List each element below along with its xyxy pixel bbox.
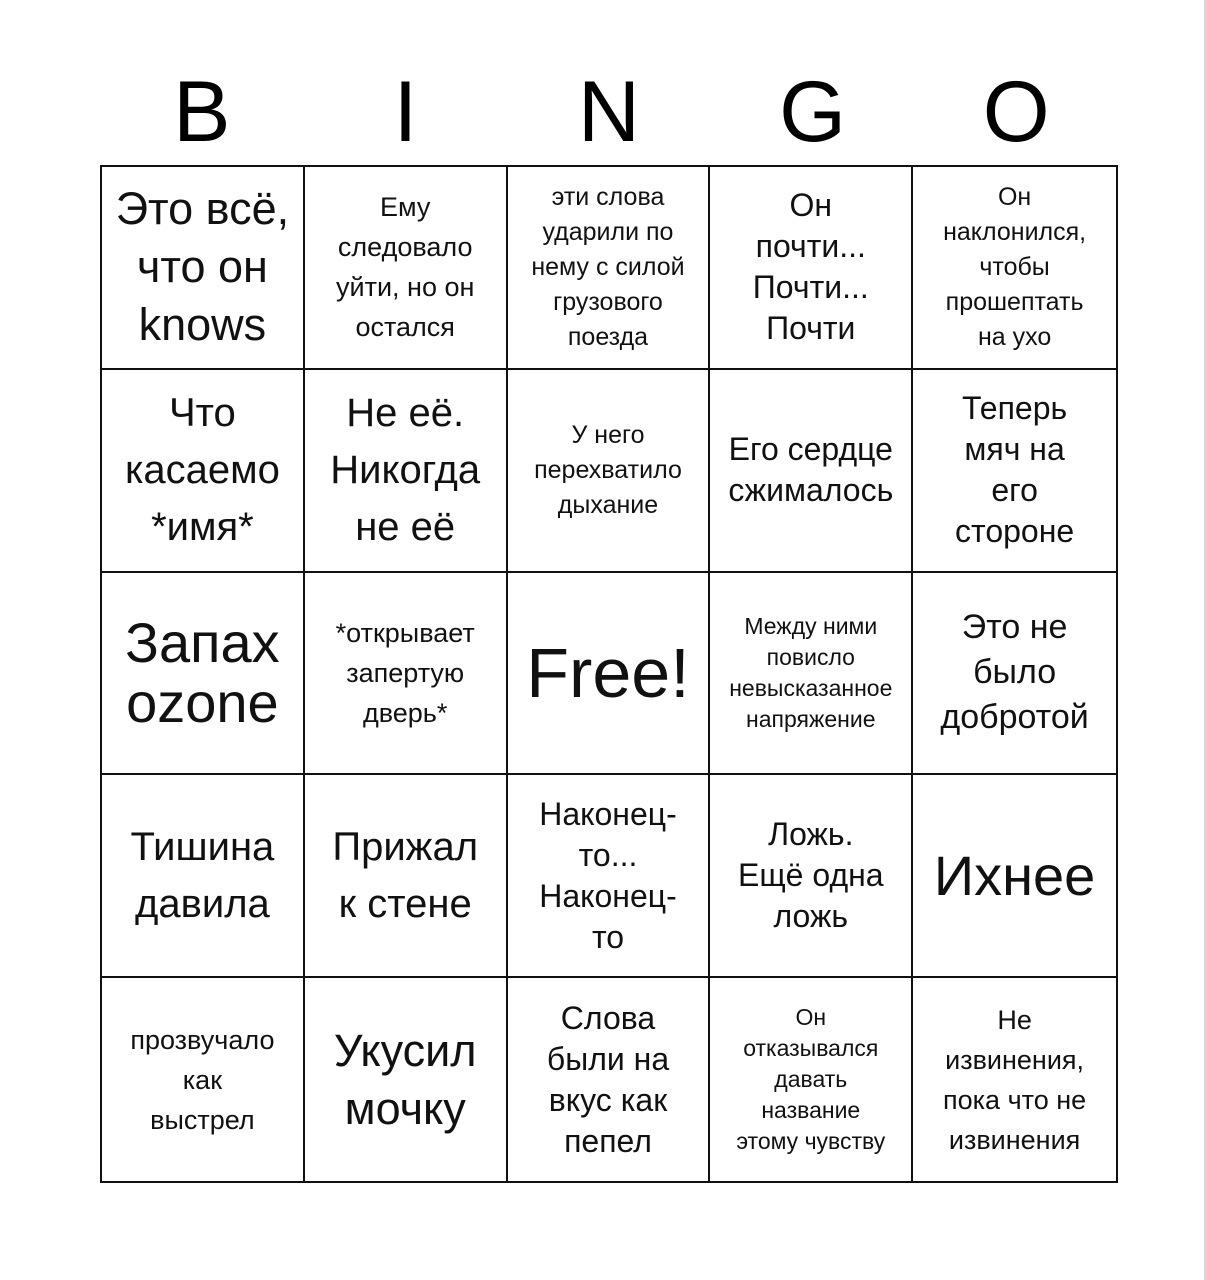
bingo-cell-r2-c4[interactable]: [710, 370, 913, 573]
cell-label: Он почти... Почти... Почти: [752, 187, 869, 347]
bingo-cell-r2-c1[interactable]: [102, 370, 305, 573]
bingo-cell-r1-c3[interactable]: [508, 167, 711, 370]
bingo-cell-r5-c1[interactable]: [102, 978, 305, 1181]
cell-label: Слова были на вкус как пепел: [546, 999, 670, 1159]
bingo-cell-r4-c3[interactable]: [508, 775, 711, 978]
bingo-cell-r5-c4[interactable]: [710, 978, 913, 1181]
cell-label: Наконец- то... Наконец- то: [539, 795, 677, 955]
bingo-cell-r3-c4[interactable]: [710, 573, 913, 776]
cell-label: Он наклонился, чтобы прошептать на ухо: [943, 182, 1087, 351]
bingo-cell-r1-c1[interactable]: [102, 167, 305, 370]
cell-label: У него перехватило дыхание: [534, 420, 682, 519]
bingo-cell-r4-c2[interactable]: [305, 775, 508, 978]
cell-label: Это всё, что он knows: [115, 183, 290, 351]
cell-label: Он отказывался давать название этому чувству: [736, 1004, 886, 1155]
cell-label: *открывает запертую дверь*: [335, 617, 475, 728]
bingo-board: [100, 165, 1118, 1183]
bingo-cell-r2-c3[interactable]: [508, 370, 711, 573]
bingo-cell-r2-c5[interactable]: [913, 370, 1116, 573]
bingo-cell-r5-c2[interactable]: [305, 978, 508, 1181]
cell-label: Не её. Никогда не её: [330, 390, 481, 549]
bingo-cell-r2-c2[interactable]: [305, 370, 508, 573]
header-letter-g: G: [779, 64, 847, 160]
cell-label: Не извинения, пока что не извинения: [943, 1004, 1087, 1155]
bingo-cell-r4-c1[interactable]: [102, 775, 305, 978]
cell-label: Теперь мяч на его стороне: [955, 390, 1075, 550]
bingo-cell-r4-c5[interactable]: [913, 775, 1116, 978]
bingo-header: [100, 62, 1118, 162]
header-letter-b: B: [173, 64, 231, 160]
bingo-cell-r3-c2[interactable]: [305, 573, 508, 776]
header-letter-i: I: [393, 64, 418, 160]
cell-label: эти слова ударили по нему с силой грузового поезда: [531, 182, 685, 351]
header-letter-o: O: [982, 64, 1050, 160]
cell-label: Ложь. Ещё одна ложь: [737, 816, 884, 935]
bingo-cell-r1-c2[interactable]: [305, 167, 508, 370]
cell-label: Тишина давила: [130, 824, 275, 926]
bingo-cell-r3-c3-free[interactable]: [508, 573, 711, 776]
cell-label: Прижал к стене: [332, 824, 479, 926]
bingo-cell-r1-c4[interactable]: [710, 167, 913, 370]
bingo-cell-r5-c5[interactable]: [913, 978, 1116, 1181]
cell-label: Между ними повисло невысказанное напряжение: [729, 612, 893, 732]
cell-label: прозвучало как выстрел: [130, 1024, 275, 1135]
cell-label: Ихнее: [933, 843, 1096, 907]
bingo-cell-r3-c5[interactable]: [913, 573, 1116, 776]
bingo-cell-r4-c4[interactable]: [710, 775, 913, 978]
cell-label: Это не было добротой: [940, 608, 1089, 737]
header-letter-n: N: [577, 64, 641, 160]
cell-label: Запах ozone: [125, 610, 280, 734]
cell-label: Ему следовало уйти, но он остался: [336, 192, 475, 343]
cell-label: Что касаемо *имя*: [124, 390, 280, 549]
bingo-cell-r3-c1[interactable]: [102, 573, 305, 776]
cell-label: Его сердце сжималось: [728, 431, 894, 509]
bingo-cell-r1-c5[interactable]: [913, 167, 1116, 370]
cell-label: Укусил мочку: [333, 1024, 477, 1134]
free-space-label: Free!: [526, 633, 690, 712]
bingo-cell-r5-c3[interactable]: [508, 978, 711, 1181]
